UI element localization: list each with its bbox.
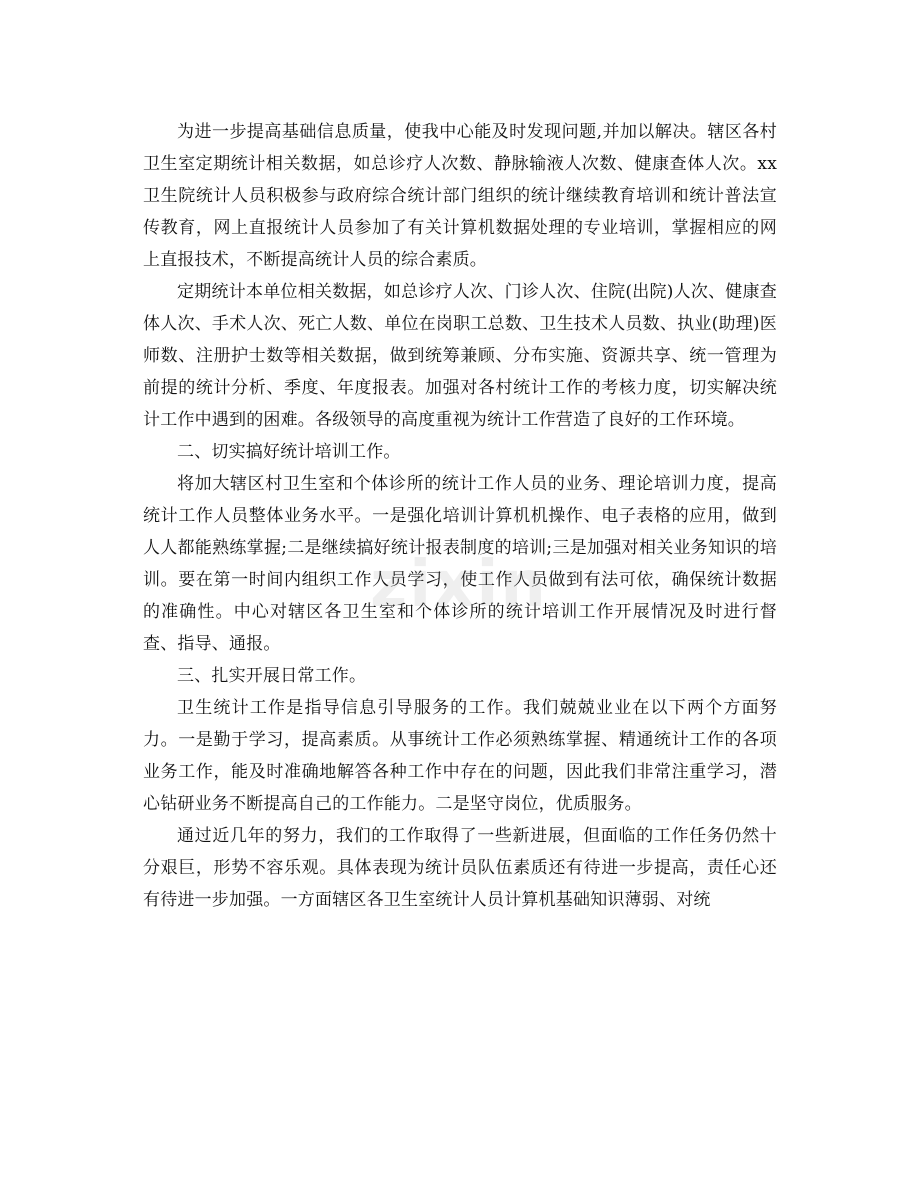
watermark-logo: zixin bbox=[370, 548, 548, 622]
document-body bbox=[143, 116, 777, 916]
section-heading-training: 二、切实搞好统计培训工作。 bbox=[177, 442, 401, 462]
section-heading-daily-work: 三、扎实开展日常工作。 bbox=[177, 666, 367, 686]
paragraph-daily-work: 卫生统计工作是指导信息引导服务的工作。我们兢兢业业在以下两个方面努力。一是勤于学习，提高素质。从事统计工作必须熟练掌握、精通统计工作的各项业务工作，能及时准确地解答各种工作中存在的问题，因此我们非常注重学习，潜心钻研业务不断提高自己的工作能力。二是坚守岗位，优质服务。 bbox=[143, 698, 777, 814]
paragraph-basic-info-quality: 为进一步提高基础信息质量，使我中心能及时发现问题,并加以解决。辖区各村卫生室定期统计相关数据，如总诊疗人次数、静脉输液人次数、健康查体人次。xx卫生院统计人员积极参与政府综合统计部门组织的统计继续教育培训和统计普法宣传教育，网上直报统计人员参加了有关计算机数据处理的专业培训，掌握相应的网上直报技术，不断提高统计人员的综合素质。 bbox=[143, 122, 777, 270]
paragraph-progress-challenges: 通过近几年的努力，我们的工作取得了一些新进展，但面临的工作任务仍然十分艰巨，形势不容乐观。具体表现为统计员队伍素质还有待进一步提高，责任心还有待进一步加强。一方面辖区各卫生室统计人员计算机基础知识薄弱、对统 bbox=[143, 826, 777, 910]
paragraph-regular-statistics: 定期统计本单位相关数据，如总诊疗人次、门诊人次、住院(出院)人次、健康查体人次、手术人次、死亡人数、单位在岗职工总数、卫生技术人员数、执业(助理)医师数、注册护士数等相关数据，做到统筹兼顾、分布实施、资源共享、统一管理为前提的统计分析、季度、年度报表。加强对各村统计工作的考核力度，切实解决统计工作中遇到的困难。各级领导的高度重视为统计工作营造了良好的工作环境。 bbox=[143, 282, 777, 430]
paragraph-training: 将加大辖区村卫生室和个体诊所的统计工作人员的业务、理论培训力度，提高统计工作人员整体业务水平。一是强化培训计算机机操作、电子表格的应用，做到人人都能熟练掌握;二是继续搞好统计报表制度的培训;三是加强对相关业务知识的培训。要在第一时间内组织工作人员学习，使工作人员做到有法可依，确保统计数据的准确性。中心对辖区各卫生室和个体诊所的统计培训工作开展情况及时进行督查、指导、通报。 bbox=[143, 474, 777, 654]
